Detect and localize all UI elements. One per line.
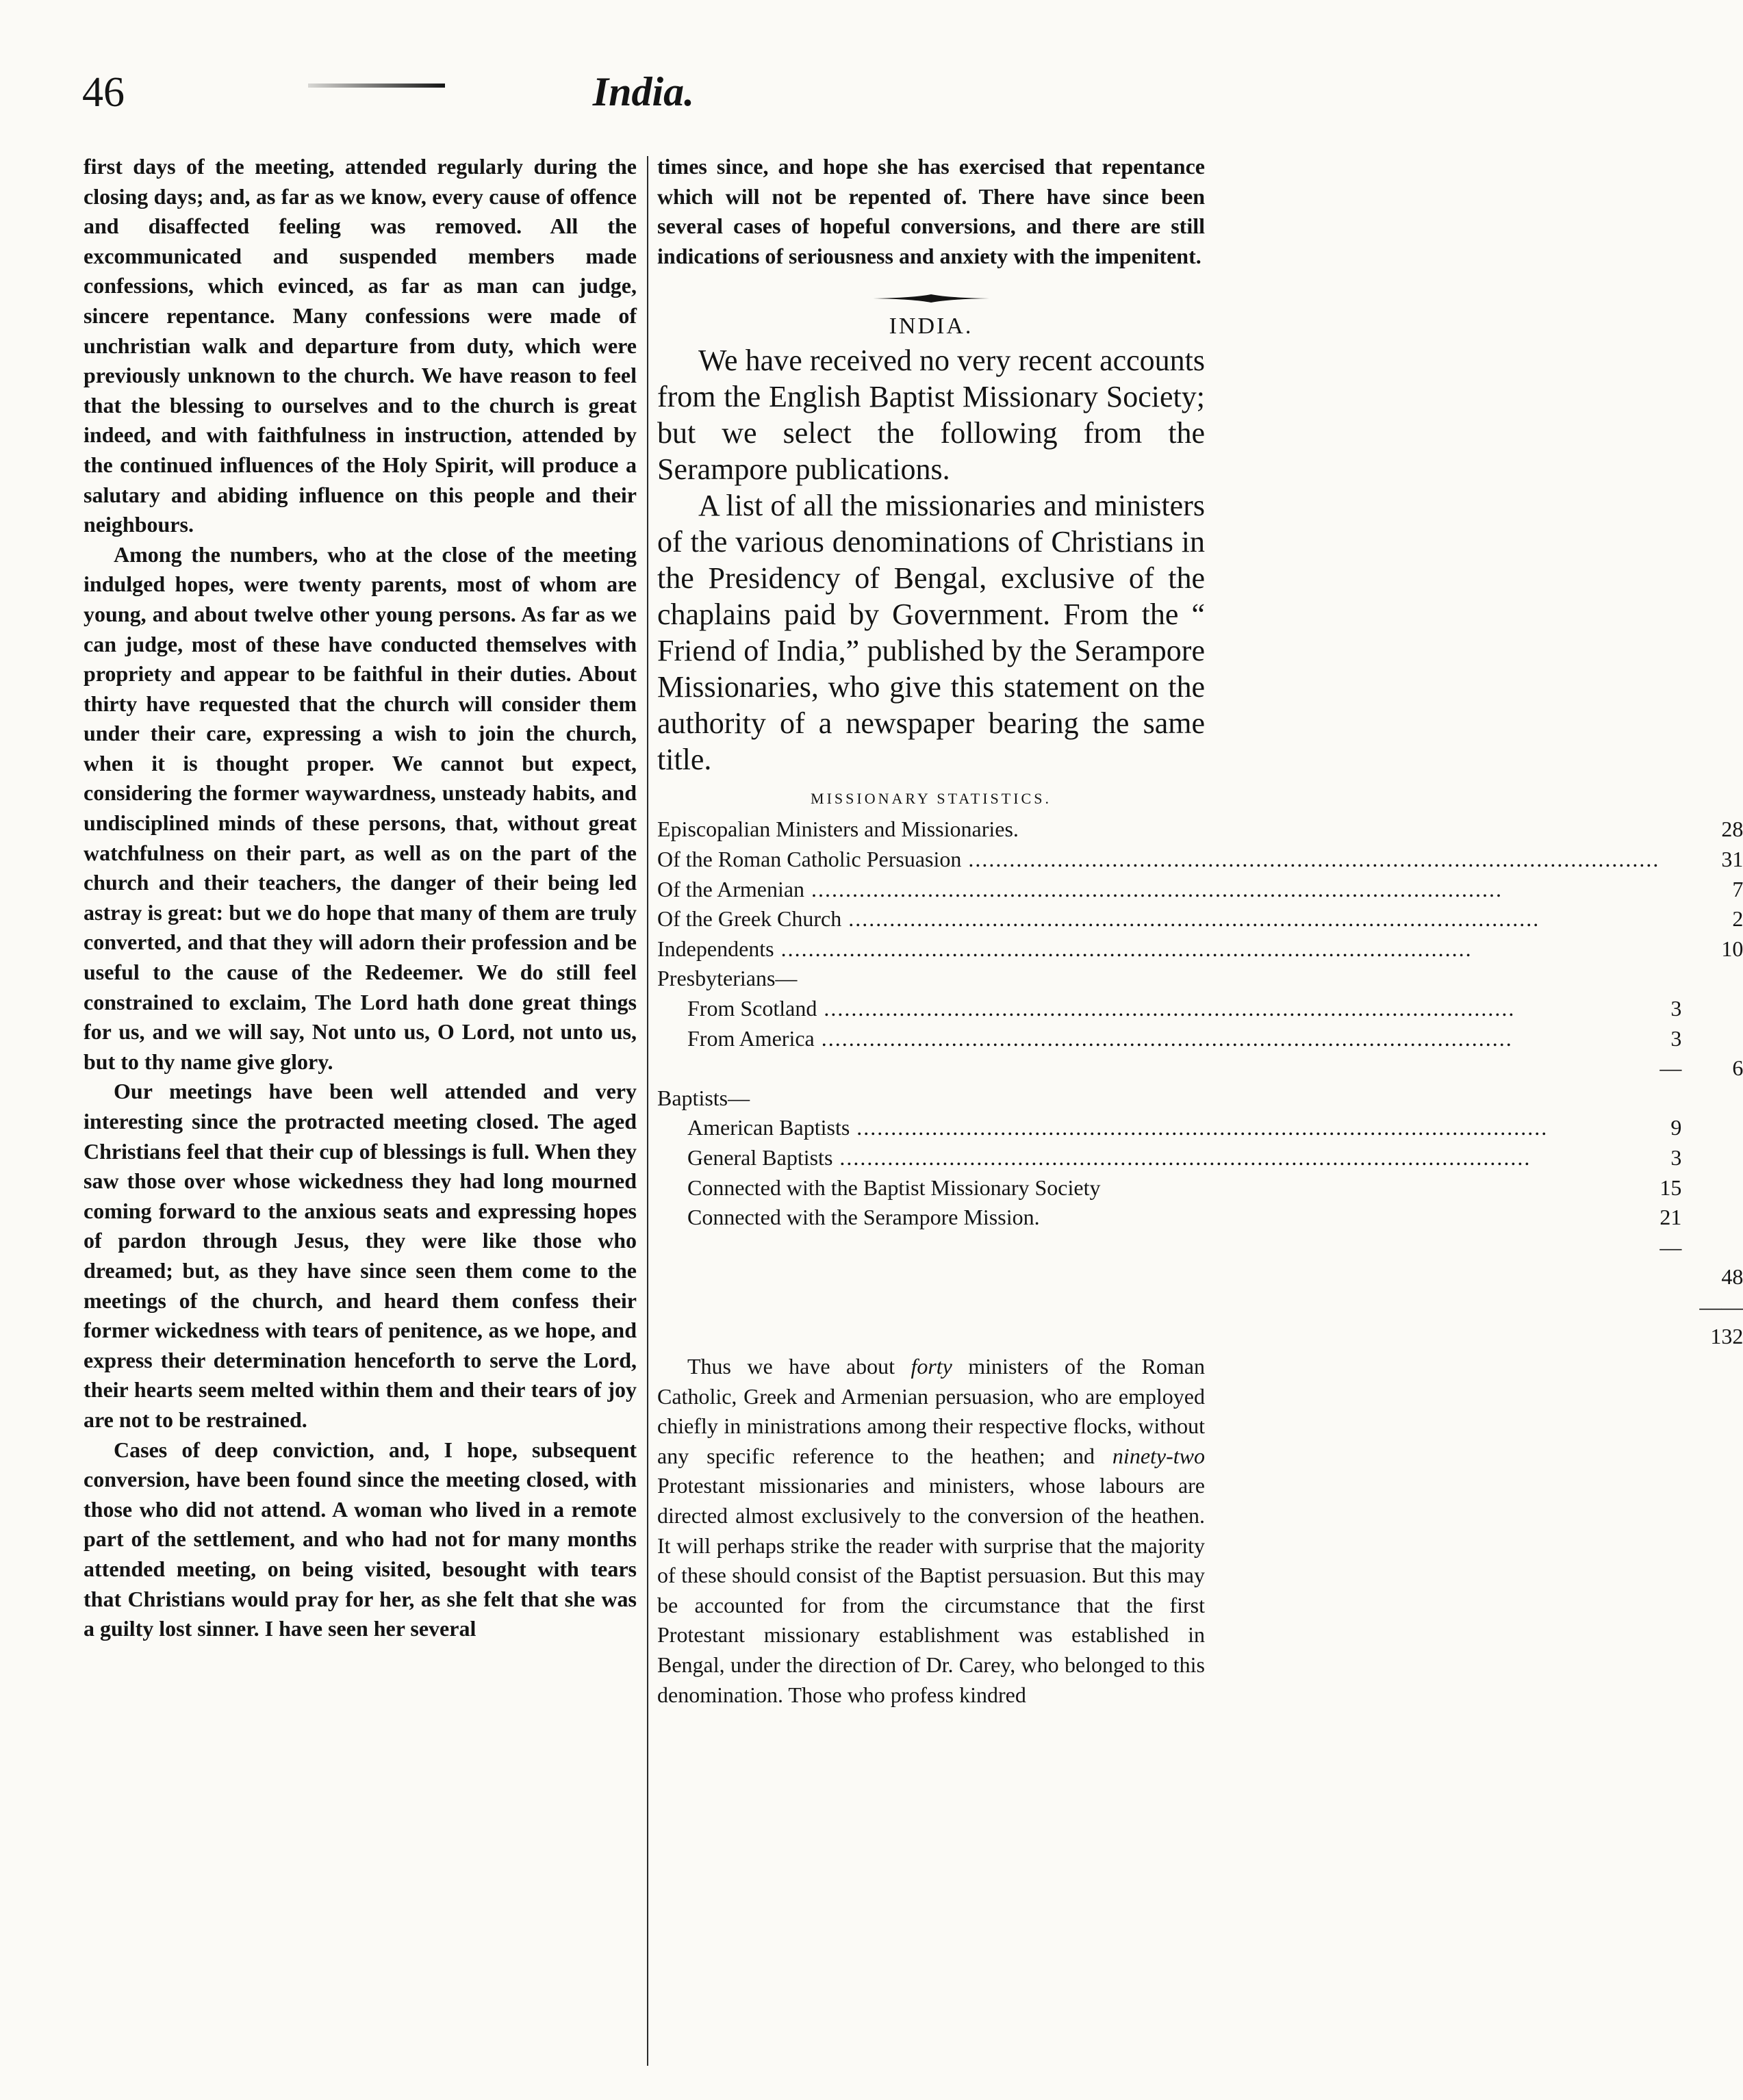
stat-label: Baptists—: [657, 1085, 750, 1110]
stats-heading: MISSIONARY STATISTICS.: [811, 790, 1052, 808]
paragraph: Our meetings have been well attended and very interesting since the protracted meeting closed. The aged Christians feel that their cup of blessings is full. When they saw those over whose wickedness they had long mourned coming forward to the anxious seats and expressing hopes of pardon through Jesus, they were like those who dreamed; but, as they have since seen them come to the meetings of the church, and heard them confess their former wickedness with tears of penitence, as we hope, and express their determination henceforth to serve the Lord, their hearts seem melted within them and their tears of joy are not to be restrained.: [84, 1079, 637, 1432]
stat-total: 10: [1721, 936, 1743, 961]
table-row: [657, 1262, 1743, 1292]
stat-subtotal: 3: [1670, 1144, 1682, 1170]
stat-subtotal: 3: [1670, 1025, 1682, 1051]
table-row: [657, 1113, 1743, 1143]
left-column: [84, 152, 637, 1644]
stat-label: Of the Greek Church: [657, 906, 842, 932]
stat-subtotal: 21: [1659, 1205, 1682, 1230]
statistics-table: [657, 815, 1743, 1352]
table-row: [657, 1024, 1743, 1054]
table-row: [657, 815, 1743, 845]
stat-subtotal: 3: [1670, 995, 1682, 1021]
stat-label: Connected with the Baptist Missionary Society: [687, 1175, 1101, 1200]
stat-rule: —: [1659, 1234, 1682, 1259]
table-row: [657, 994, 1743, 1024]
paragraph: A list of all the missionaries and ministers of the various denominations of Christians in the Presidency of Bengal, exclusive of the chaplains paid by Government. From the “ Friend of India,” published by the Serampore Missionaries, who give this statement on the authority of a newspaper bearing the same title.: [657, 489, 1205, 777]
stat-total: 48: [1721, 1264, 1743, 1290]
table-row: [657, 934, 1743, 964]
table-row: [657, 1322, 1743, 1352]
italic-text: forty: [911, 1354, 952, 1379]
section-heading: INDIA.: [889, 313, 974, 340]
table-row: [657, 1053, 1743, 1084]
stat-label: General Baptists: [687, 1144, 833, 1170]
paragraph: We have received no very recent accounts from the English Baptist Missionary Society; but we select the following from the Serampore publications.: [657, 344, 1205, 487]
column-divider: [647, 156, 648, 2066]
table-row: [657, 1292, 1743, 1322]
stat-label: Independents: [657, 936, 774, 961]
italic-text: ninety-two: [1112, 1443, 1205, 1468]
table-row: [657, 845, 1743, 875]
stat-rule: —: [1659, 1055, 1682, 1081]
intro-text: [657, 342, 1205, 778]
closing-paragraph: [657, 1352, 1205, 1710]
table-row: [657, 1173, 1743, 1203]
table-row: [657, 1203, 1743, 1233]
stat-label: From America: [687, 1025, 815, 1051]
stat-total: 6: [1732, 1055, 1743, 1081]
text-run: Protestant missionaries and ministers, whose labours are directed almost exclusively to the conversion of the heathen. It will perhaps strike the reader with surprise that the majority of these should consist of the Baptist persuasion. But this may be accounted for from the circumstance that the first Protestant missionary establishment was established in Bengal, under the direction of Dr. Carey, who belonged to this denomination. Those who profess kindred: [657, 1473, 1205, 1707]
stat-label: Of the Roman Catholic Persuasion: [657, 846, 962, 871]
ornament-divider: [873, 293, 989, 304]
stat-subtotal: 15: [1659, 1175, 1682, 1200]
paragraph: Among the numbers, who at the close of the meeting indulged hopes, were twenty parents, most of whom are young, and about twelve other young persons. As far as we can judge, most of these have conducted themselves with propriety and appear to be faithful in their duties. About thirty have requested that the church will consider them under their care, expressing a wish to join the church, when it is thought proper. We cannot but expect, considering the former waywardness, unsteady habits, and undisciplined minds of these persons, that, without great watchfulness on their part, as well as on the part of the church and their teachers, the danger of their being led astray is great: but we do hope that many of them are truly converted, and that they will adorn their profession and be useful to the cause of the Redeemer. We do still feel constrained to exclaim, The Lord hath done great things for us, and we will say, Not unto us, O Lord, not unto us, but to thy name give glory.: [84, 541, 637, 1074]
text-run: ministers of the Roman Catholic, Greek and Armenian persuasion, who are employed chiefly in ministrations among their respective flocks, without any specific reference to the heathen; and: [657, 1354, 1206, 1468]
table-row: [657, 904, 1743, 934]
stat-total: 28: [1721, 817, 1743, 842]
stat-label: Presbyterians—: [657, 966, 798, 991]
stat-label: American Baptists: [687, 1115, 850, 1140]
stat-grand-total: 132: [1710, 1324, 1743, 1349]
running-header: [75, 68, 1212, 144]
stat-label: Of the Armenian: [657, 876, 805, 901]
running-title: India.: [592, 69, 695, 114]
stat-label: From Scotland: [687, 995, 817, 1021]
stat-total: 31: [1721, 846, 1743, 871]
paragraph: first days of the meeting, attended regularly during the closing days; and, as far as we know, every cause of offence and disaffected feeling was removed. All the excommunicated and suspended members made confessions, which evinced, as far as man can judge, sincere repentance. Many confessions were made of unchristian walk and departure from duty, which were previously unknown to the church. We have reason to feel that the blessing to ourselves and to the church is great indeed, and with faithfulness in instruction, attended by the continued influences of the Holy Spirit, will produce a salutary and abiding influence on this people and their neighbours.: [84, 154, 637, 537]
table-row: [657, 1143, 1743, 1173]
right-column: [657, 152, 1743, 1710]
stat-subtotal: 9: [1670, 1115, 1682, 1140]
text-run: Thus we have about: [687, 1354, 911, 1379]
table-row: [657, 1084, 1743, 1114]
stat-total: 2: [1732, 906, 1743, 932]
stat-label: Episcopalian Ministers and Missionaries.: [657, 817, 1019, 842]
stat-total: 7: [1732, 876, 1743, 901]
table-row: [657, 964, 1743, 994]
stat-label: Connected with the Serampore Mission.: [687, 1205, 1040, 1230]
stat-rule: ——: [1699, 1294, 1743, 1319]
table-row: [657, 875, 1743, 905]
paragraph: Cases of deep conviction, and, I hope, subsequent conversion, have been found since the meeting closed, with those who did not attend. A woman who lived in a remote part of the settlement, and who had not for many months attended meeting, on being visited, besought with tears that Christians would pray for her, as she felt that she was a guilty lost sinner. I have seen her several: [84, 1437, 637, 1641]
table-row: [657, 1233, 1743, 1263]
page-number: 46: [82, 69, 125, 116]
continuation-paragraph: times since, and hope she has exercised that repentance which will not be repented of. There have since been several cases of hopeful conversions, and there are still indications of seriousness and anxiety with the impenitent.: [657, 154, 1205, 268]
